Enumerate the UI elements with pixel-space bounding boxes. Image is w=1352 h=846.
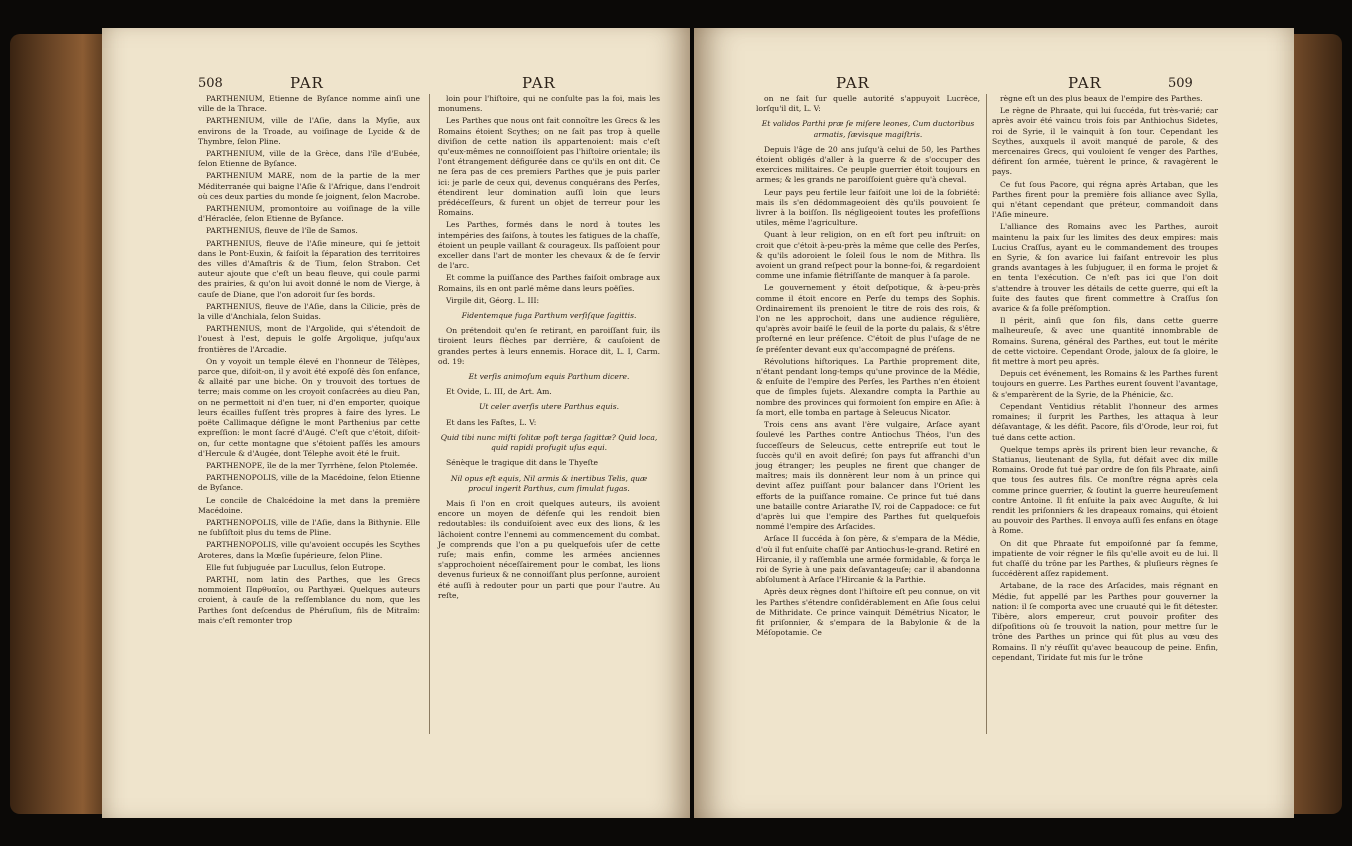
paragraph: Et comme la puiſſance des Parthes faiſoit ombrage aux Romains, ils en ont parlé même dans leurs poëſies.	[438, 273, 660, 293]
paragraph: Ce fut ſous Pacore, qui régna après Artaban, que les Parthes firent pour la première fois alliance avec Sylla, qui n'étant cependant que préteur, commandoit dans l'Aſie mineure.	[992, 179, 1218, 220]
paragraph: PARTHENIUM, ville de la Grèce, dans l'île d'Eubée, ſelon Etienne de Byſance.	[198, 149, 420, 169]
left-page-edges	[10, 34, 114, 814]
paragraph: Le concile de Chalcédoine la met dans la première Macédoine.	[198, 495, 420, 515]
paragraph: On prétendoit qu'en ſe retirant, en paroiſſant fuir, ils tiroient leurs flèches par derrière, & cauſoient de grandes pertes à leurs ennemis. Horace dit, L. I, Carm. od. 19:	[438, 326, 660, 366]
paragraph: PARTHENIUM, Etienne de Byſance nomme ainſi une ville de la Thrace.	[198, 94, 420, 114]
paragraph: Révolutions hiſtoriques. La Parthie proprement dite, n'étant pendant long-temps qu'une province de la Médie, & enſuite de l'empire des Perſes, les Parthes n'en étoient que de ſimples ſujets. Alexandre compta la Parthie au nombre des provinces qui formoient ſon empire en Aſie: à ſa mort, elle tomba en partage à Seleucus Nicator.	[756, 356, 980, 417]
paragraph: Le règne de Phraate, qui lui ſuccéda, fut très-varié; car après avoir été vaincu trois fois par Anthiochus Sidetes, roi de Syrie, il le vainquit à ſon tour. Cependant les Scythes, auxquels il avoit manqué de parole, & des mercenaires Grecs, qui vouloient ſe venger des Parthes, défirent ſon armée, tuèrent le prince, & ravagèrent le pays.	[992, 106, 1218, 177]
paragraph: On y voyoit un temple élevé en l'honneur de Télèpes, parce que, diſoit-on, il y avoit été expoſé dès ſon enfance, & allaité par une biche. On y trouvoit des tortues de terre; mais comme on les croyoit conſacrées au dieu Pan, on ne permettoit ni d'en tuer, ni d'en emporter, quoique leurs écailles fuſſent très propres à faire des lyres. Le poëte Callimaque déſigne le mont Parthenius par cette expreſſion: le mont ſacré d'Augé. C'eſt que c'étoit, diſoit-on, ſur cette montagne que s'étoient paſſés les amours d'Hercule & d'Augée, dont Télephe avoit été le fruit.	[198, 356, 420, 458]
paragraph: règne eſt un des plus beaux de l'empire des Parthes.	[1000, 94, 1203, 103]
book-spread	[10, 14, 1342, 834]
paragraph: PARTHENIUM, ville de l'Aſie, dans la Myſie, aux environs de la Troade, au voiſinage de Lycide & de Thymbre, ſelon Pline.	[198, 116, 420, 146]
paragraph: PARTHENIUS, mont de l'Argolide, qui s'étendoit de l'ouest à l'est, depuis le golfe Argolique, juſqu'aux frontières de l'Arcadie.	[198, 324, 420, 354]
running-head: PAR	[836, 74, 870, 92]
paragraph: Artabane, de la race des Arſacides, mais régnant en Médie, fut appellé par les Parthes pour gouverner la nation: il ſe comporta avec une cruauté qui le fit détester. Tibère, alors empereur, crut pouvoir profiter des diſpoſitions où ſe trouvoit la nation, pour mettre ſur le trône des Parthes un prince qui fût plus au vœu des Romains. Il n'y réuſſit qu'avec beaucoup de peine. Enfin, cependant, Tiridate fut mis ſur le trône	[992, 581, 1218, 662]
paragraph: PARTHENIUS, fleuve de l'Aſie mineure, qui ſe jettoit dans le Pont-Euxin, & faiſoit la ſéparation des territoires des villes d'Amaſtris & de Tium, ſelon Strabon. Cet auteur ajoute que c'eſt un beau fleuve, qui coule parmi des prairies, & qu'on lui avoit donné le nom de Vierge, à cauſe de Diane, que l'on adoroit ſur ſes bords.	[198, 238, 420, 299]
paragraph: on ne ſait ſur quelle autorité s'appuyoit Lucrèce, lorſqu'il dit, L. V:	[756, 94, 980, 114]
left-page	[102, 28, 690, 818]
paragraph: Elle fut ſubjuguée par Lucullus, ſelon Eutrope.	[206, 562, 386, 572]
paragraph: PARTHENOPE, île de la mer Tyrrhène, ſelon Ptolemée.	[206, 460, 418, 470]
paragraph: On dit que Phraate fut empoiſonné par ſa femme, impatiente de voir régner le fils qu'elle avoit eu de lui. Il fut chaſſé du trône par les Parthes, & pluſieurs règnes ſe ſuccédèrent aſſez rapidement.	[992, 538, 1218, 579]
paragraph: PARTHENIUM, promontoire au voiſinage de la ville d'Héraclée, ſelon Etienne de Byſance.	[198, 204, 420, 224]
running-head: PAR	[522, 74, 556, 92]
paragraph: PARTHENIUS, fleuve de l'Aſie, dans la Cilicie, près de la ville d'Anchiala, ſelon Suidas.	[198, 301, 420, 322]
page-number: 509	[1168, 76, 1193, 91]
right-page	[694, 28, 1294, 818]
paragraph: Les Parthes que nous ont fait connoître les Grecs & les Romains étoient Scythes; on ne ſait pas trop à quelle diviſion de cette nation ils appartenoient: mais c'eſt qu'eux-mêmes ne connoiſſoient pas l'hiſtoire orientale; ils l'ont étrangement défigurée dans ce qu'ils en ont dit. Ce ne ſera pas de ces premiers Parthes que je puis parler ici: je parle de ceux qui, devenus conquérans des Perſes, étendirent leur domination auſſi loin que leurs prédéceſſeurs, & furent un objet de terreur pour les Romains.	[438, 116, 660, 218]
text-column	[438, 94, 660, 603]
running-head: PAR	[290, 74, 324, 92]
paragraph: Sénèque le tragique dit dans le Thyeſte	[446, 458, 599, 468]
paragraph: PARTHENOPOLIS, ville de la Macédoine, ſelon Etienne de Byſance.	[198, 473, 420, 493]
paragraph: Et dans les Faſtes, L. V:	[446, 417, 537, 427]
paragraph: Leur pays peu fertile leur faiſoit une loi de la ſobriété: mais ils s'en dédommageoient dès qu'ils pouvoient ſe livrer à la boiſſon. Ils négligeoient toutes les profeſſions utiles, même l'agriculture.	[756, 187, 980, 228]
paragraph: Quant à leur religion, on en eſt fort peu inſtruit: on croit que c'étoit à-peu-près la même que celle des Perſes, & qu'ils adoroient le ſoleil ſous le nom de Mithra. Ils avoient un grand reſpect pour la bonne-foi, & regardoient comme une infamie flétriſſante de manquer à ſa parole.	[756, 230, 980, 281]
column-rule	[429, 94, 430, 734]
paragraph: Les Parthes, formés dans le nord à toutes les intempéries des ſaiſons, à toutes les fatigues de la chaſſe, étoient un peuple vaillant & courageux. Ils paſſoient pour exceller dans l'art de monter les chevaux & de ſe ſervir de l'arc.	[438, 220, 660, 271]
paragraph: Depuis l'âge de 20 ans juſqu'à celui de 50, les Parthes étoient obligés d'aller à la guerre & de s'occuper des exercices militaires. Ce peuple guerrier étoit toujours en armes; & les grands ne paroiſſoient guère qu'à cheval.	[756, 144, 980, 185]
paragraph: Virgile dit, Géorg. L. III:	[446, 295, 540, 305]
verse-quote: Fidentemque fuga Parthum verſiſque ſagittis.	[461, 311, 637, 321]
paragraph: PARTHENIUS, fleuve de l'île de Samos.	[206, 226, 358, 236]
verse-quote: Ut celer averſis utere Parthus equis.	[478, 402, 620, 412]
paragraph: Depuis cet événement, les Romains & les Parthes furent toujours en guerre. Les Parthes eurent ſouvent l'avantage, & s'emparèrent de la Syrie, de la Phénicie, &c.	[992, 369, 1218, 399]
paragraph: Le gouvernement y étoit deſpotique, & à-peu-près comme il étoit encore en Perſe du temps des Sophis. Ordinairement ils prenoient le titre de rois des rois, & l'on ne les approchoit, dans une audience régulière, qu'après avoir baiſé le ſeuil de la porte du palais, & s'être proſterné en leur préſence. C'étoit de plus l'uſage de ne ſe préſenter devant eux qu'accompagné de préſens.	[756, 283, 980, 354]
verse-quote: Et verſis animoſum equis Parthum dicere.	[468, 372, 630, 382]
paragraph: loin pour l'hiſtoire, qui ne conſulte pas la foi, mais les monumens.	[438, 94, 660, 114]
paragraph: PARTHENOPOLIS, ville de l'Aſie, dans la Bithynie. Elle ne ſubſiſtoit plus du tems de Pline.	[198, 517, 420, 538]
verse-quote: Quid tibi nunc miſti ſolitæ poſt terga ſagittæ? Quid loca, quid rapidi profugit uſus equi.	[440, 432, 658, 453]
paragraph: L'alliance des Romains avec les Parthes, auroit maintenu la paix ſur les limites des deux empires: mais Lucius Craſſus, ayant eu le commandement des troupes en Syrie, & ſon avarice lui faiſant entrevoir les plus grands avantages à les ſubjuguer, il en forma le projet & en tenta l'exécution. Ce n'eſt pas ici que l'on doit s'attendre à trouver les détails de cette guerre, qui eſt la ſuite des fautes que firent commettre à Craſſus ſon avarice & ſa folle préſomption.	[992, 222, 1218, 314]
paragraph: PARTHENIUM MARE, nom de la partie de la mer Méditerranée qui baigne l'Aſie & l'Afrique, dans l'endroit où ces deux parties du monde ſe joignent, ſelon Macrobe.	[198, 171, 421, 201]
paragraph: Il périt, ainſi que ſon fils, dans cette guerre malheureuſe, & avec une quantité innombrable de Romains. Surena, général des Parthes, eut tout le mérite de cette victoire. Cependant Orode, jaloux de ſa gloire, le fit mettre à mort peu après.	[992, 316, 1218, 367]
paragraph: Arſace II ſuccéda à ſon père, & s'empara de la Médie, d'où il fut enſuite chaſſé par Antiochus-le-grand. Retiré en Hircanie, il y raſſembla une armée formidable, & força le roi de Syrie à une paix deſavantageuſe; car il abandonna abſolument à Arſace l'Hircanie & la Parthie.	[756, 534, 980, 585]
verse-quote: Et validos Parthi præ ſe miſere leones, Cum ductoribus armatis, ſævisque magiſtris.	[761, 119, 975, 139]
text-column	[198, 94, 420, 628]
paragraph: PARTHENOPOLIS, ville qu'avoient occupés les Scythes Aroteres, dans la Mœſie ſupérieure, ſelon Pline.	[198, 540, 420, 560]
verse-quote: Nil opus eſt equis, Nil armis & inertibus Telis, quæ procul ingerit Parthus, cum ſimulat fugas.	[450, 473, 648, 493]
paragraph: Trois cens ans avant l'ère vulgaire, Arſace ayant ſoulevé les Parthes contre Antiochus Théos, l'un des ſucceſſeurs de Seleucus, cette entrepriſe eut tout le ſuccès qu'il en avoit deſiré; ſon pays fut affranchi d'un joug étranger; les peuples ne firent que changer de maîtres; mais ils donnèrent leur nom à un prince qui devint aſſez puiſſant pour balancer dans l'Orient les efforts de la puiſſance romaine. Ce prince fut tué dans une bataille contre Ariarathe IV, roi de Cappadoce: ce fut d'après lui que l'empire des Parthes fut quelquefois nommé l'empire des Arſacides.	[756, 420, 980, 532]
paragraph: PARTHI, nom latin des Parthes, que les Grecs nommoient Παρθυαῖοι, ou Parthyæi. Quelques auteurs croient, à cauſe de la reſſemblance du nom, que les Parthes ſont deſcendus de Phéruſium, fils de Mitraïm: mais c'eſt remonter trop	[198, 574, 420, 625]
column-rule	[986, 94, 987, 734]
paragraph: Et Ovide, L. III, de Art. Am.	[446, 387, 552, 397]
page-number: 508	[198, 76, 223, 91]
text-column	[756, 94, 980, 640]
paragraph: Mais ſi l'on en croit quelques auteurs, ils avoient encore un moyen de défenſe qui les rendoit bien redoutables: ils conduiſoient avec eux des lions, & les lâchoient contre l'ennemi au commencement du combat. Je comprends que l'on a pu quelquefois uſer de cette ruſe; mais enfin, comme les armées anciennes s'approchoient néceſſairement pour le combat, les lions devenus furieux & ne connoiſſant plus perſonne, auroient été auſſi à redouter pour un parti que pour l'autre. Au reſte,	[438, 498, 660, 600]
paragraph: Après deux règnes dont l'hiſtoire eſt peu connue, on vit les Parthes s'étendre conſidérablement en Aſie ſous celui de Mithridate. Ce prince vainquit Démétrius Nicator, le fit priſonnier, & s'empara de la Babylonie & de la Méſopotamie. Ce	[756, 587, 980, 638]
text-column	[992, 94, 1218, 665]
running-head: PAR	[1068, 74, 1102, 92]
paragraph: Cependant Ventidius rétablit l'honneur des armes romaines; il ſurprit les Parthes, les attaqua à leur déſavantage, & les défit. Pacore, fils d'Orode, leur roi, fut tué dans cette action.	[992, 401, 1218, 442]
paragraph: Quelque temps après ils prirent bien leur revanche, & Statianus, lieutenant de Sylla, fut défait avec dix mille Romains. Orode fut tué par ordre de ſon fils Phraate, ainſi que tous ſes autres fils. Ce monſtre régna après cela comme prince guerrier, & ſoutint la guerre heureuſement contre Antoine. Il fit enſuite la paix avec Auguſte, & lui rendit les priſonniers & les drapeaux romains, qui étoient au pouvoir des Parthes. Il envoya auſſi ſes enfans en ôtage à Rome.	[992, 444, 1218, 536]
